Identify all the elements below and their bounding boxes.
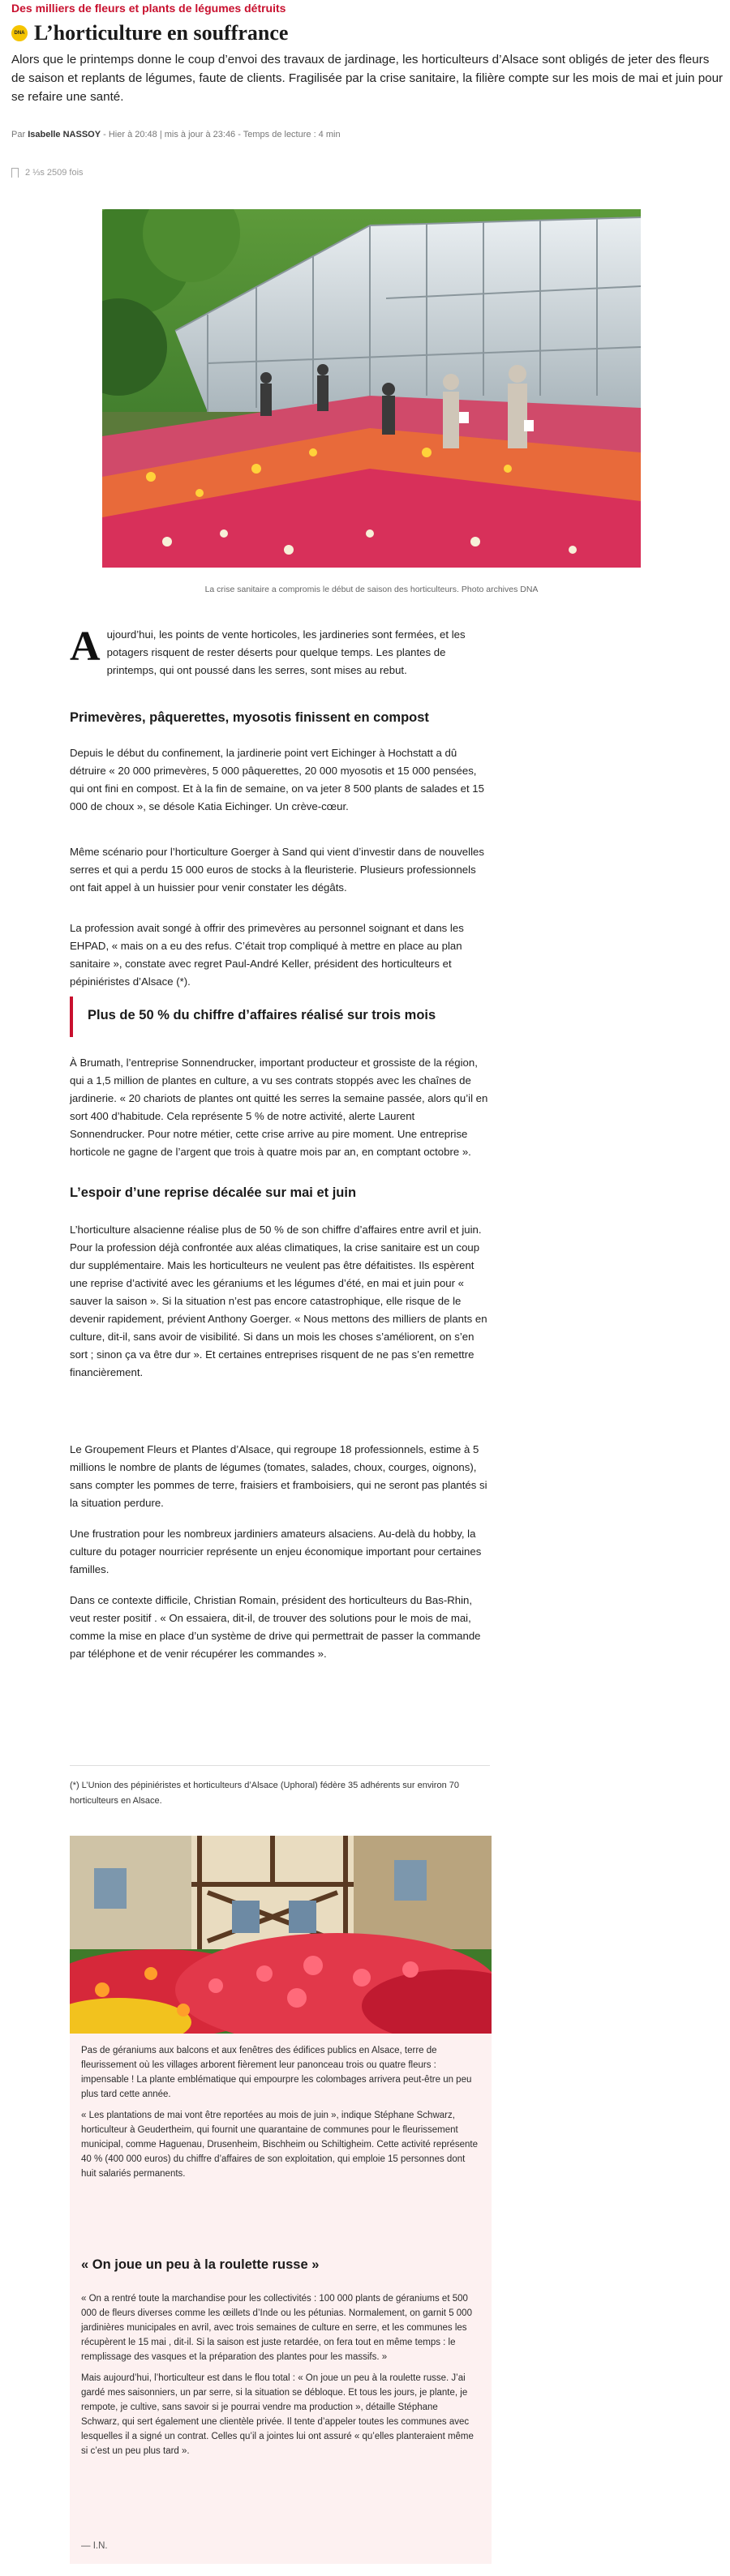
sidebar-paragraph-3: « On a rentré toute la marchandise pour les collectivités : 100 000 plants de géraniums et 500 000 de fleurs diverses comme les œillets d’Inde ou les pétunias. Normalement, on garnit 5 000 jardinières municipales en avril, avec trois semaines de culture en serre, et les communes les récupèrent le 15 mai , dit-il. Si la saison est juste retardée, on fera tout en même temps : le remplissage des vasques et la préparation des plantes pour les massifs. »: [81, 2294, 472, 2362]
paragraph-7: Une frustration pour les nombreux jardiniers amateurs alsaciens. Au-delà du hobby, la culture du potager nourricier représente un enjeu économique important pour certaines familles.: [70, 1528, 482, 1575]
pull-quote: [70, 997, 495, 1037]
paragraph-5: L’horticulture alsacienne réalise plus de 50 % de son chiffre d’affaires entre avril et juin. Pour la profession déjà confrontée aux aléas climatiques, la crise sanitaire est un coup dur supplémentaire. Mais les horticulteurs ne veulent pas être défaitistes. Ils espèrent une reprise d’activité avec les géraniums et les légumes d’été, en mai et juin pour « sauver la saison ». Si la situation n’est pas encore catastrophique, elle risque de le devenir rapidement, prévient Anthony Goerger. « Nous mettons des milliers de plants en culture, dit-il, sans avoir de visibilité. Si dans un mois les choses s’améliorent, on s’en sort ; sinon ça va être dur ». Et certaines entreprises risquent de ne pas s’en remettre financièrement.: [70, 1224, 487, 1378]
headline: [11, 21, 288, 45]
paragraph-2: Même scénario pour l’horticulture Goerger à Sand qui vient d’investir dans de nouvelles serres et qui a perdu 15 000 euros de stocks à la fleuristerie. Plusieurs professionnels ont fait appel à un huissier pour venir constater les dégâts.: [70, 846, 484, 894]
meta-prefix: Par: [11, 130, 26, 139]
paragraph-3: La profession avait songé à offrir des primevères au personnel soignant et dans les EHPAD, « mais on a eu des refus. C’était trop compliqué à mettre en place au plan sanitaire », constate avec regret Paul-André Keller, président des horticulteurs et pépiniéristes d’Alsace (*).: [70, 922, 464, 988]
geranium-village-photo: [70, 1836, 492, 2034]
article-kicker: Des milliers de fleurs et plants de légumes détruits: [11, 2, 286, 15]
photo-caption: La crise sanitaire a compromis le début de saison des horticulteurs. Photo archives DNA: [204, 585, 539, 594]
subheading-compost: Primevères, pâquerettes, myosotis finissent en compost: [70, 710, 429, 725]
meta-dates: - Hier à 20:48 | mis à jour à 23:46 - Temps de lecture : 4 min: [103, 130, 341, 139]
read-count-text: 2 ⅓s 2509 fois: [25, 168, 84, 178]
drop-cap: A: [70, 624, 101, 670]
greenhouse-photo-drawing: [102, 209, 641, 568]
read-count: [11, 168, 84, 178]
footnote-divider: [70, 1765, 490, 1766]
pull-quote-text: Plus de 50 % du chiffre d’affaires réalisé sur trois mois: [88, 1008, 436, 1022]
paragraph-8: Dans ce contexte difficile, Christian Romain, président des horticulteurs du Bas-Rhin, veut rester positif . « On essaiera, dit-il, de trouver des solutions pour le mois de mai, comme la mise en place d’un système de drive qui permettrait de passer la commande par téléphone et de venir récupérer les commandes ».: [70, 1594, 481, 1660]
article-lede: Alors que le printemps donne le coup d’envoi des travaux de jardinage, les horticulteurs d’Alsace sont obligés de jeter des fleurs de saison et replants de légumes, faute de clients. Fragilisée par la crise sanitaire, la filière compte sur les mois de mai et juin pour se refaire une santé.: [11, 53, 724, 104]
intro-paragraph: [70, 626, 492, 679]
village-photo-drawing: [70, 1836, 492, 2034]
paragraph-6: Le Groupement Fleurs et Plantes d’Alsace, qui regroupe 18 professionnels, estime à 5 millions le nombre de plants de légumes (tomates, salades, choux, courges, oignons), sans compter les pommes de terre, fraisiers et framboisiers, qui ne seront pas plantés si la situation perdure.: [70, 1443, 487, 1509]
page-title: L’horticulture en souffrance: [34, 21, 289, 45]
bookmark-icon[interactable]: [11, 168, 19, 178]
article-meta: [11, 130, 341, 139]
sidebar-paragraph-1: Pas de géraniums aux balcons et aux fenêtres des édifices publics en Alsace, terre de fleurissement où les villages arborent fièrement leur panonceau trois ou quatre fleurs : impensable ! La plante emblématique qui empourpre les colombages arrivera peut-être un peu plus tard cette année.: [81, 2046, 472, 2099]
sidebar-paragraph-4: Mais aujourd’hui, l’horticulteur est dans le flou total : « On joue un peu à la roulette russe. J’ai gardé mes saisonniers, un par serre, si la situation se débloque. Et tous les jours, je plante, je rempote, je cultive, sans savoir si je pourrai vendre ma production », détaille Stéphane Schwarz, qui sert également une clientèle privée. Il tente d’appeler toutes les communes avec lesquelles il a signé un contrat. Celles qu’il a jointes lui ont assuré « qu’elles planteraient même si c’est un peu plus tard ».: [81, 2373, 474, 2456]
intro-text: ujourd’hui, les points de vente horticoles, les jardineries sont fermées, et les potagers risquent de rester déserts pour quelque temps. Les plantes de printemps, qui ont poussé dans les serres, sont mises au rebut.: [106, 628, 466, 676]
subheading-espoir: L’espoir d’une reprise décalée sur mai et juin: [70, 1185, 357, 1200]
sidebar-body: [81, 2291, 479, 2465]
footnote: (*) L’Union des pépiniéristes et horticulteurs d’Alsace (Uphoral) fédère 35 adhérents sur environ 70 horticulteurs en Alsace.: [70, 1781, 459, 1806]
sidebar-signature: — I.N.: [81, 2541, 108, 2551]
author-link[interactable]: Isabelle NASSOY: [28, 130, 101, 139]
sidebar-intro: [81, 2043, 479, 2188]
paragraph-1: Depuis le début du confinement, la jardinerie point vert Eichinger à Hochstatt a dû détruire « 20 000 primevères, 5 000 pâquerettes, 20 000 myosotis et 15 000 pensées, qui ont fini en compost. Et à la fin de semaine, on va jeter 8 500 plants de salades et 15 000 de choux », se désole Katia Eichinger. Un crève-cœur.: [70, 747, 484, 812]
dna-logo-badge: DNA: [11, 25, 28, 41]
greenhouse-photo: [102, 209, 641, 568]
sidebar-heading: « On joue un peu à la roulette russe »: [81, 2257, 320, 2272]
sidebar-paragraph-2: « Les plantations de mai vont être reportées au mois de juin », indique Stéphane Schwarz, horticulteur à Geudertheim, qui fournit une quarantaine de communes pour le fleurissement municipal, comme Haguenau, Drusenheim, Bischheim ou Schiltigheim. Cette activité représente 40 % (400 000 euros) du chiffre d’affaires de son exploitation, qui emploie 15 personnes dont huit salariés permanents.: [81, 2111, 478, 2179]
paragraph-4: À Brumath, l’entreprise Sonnendrucker, important producteur et grossiste de la région, qui a 1,5 million de plantes en culture, a vu ses contrats stoppés avec les chaînes de jardinerie. « 20 chariots de plantes ont quitté les serres la semaine passée, alors qu’il en sort 400 d’habitude. Cela représente 5 % de notre activité, alerte Laurent Sonnendrucker. Pour notre métier, cette crise arrive au pire moment. Une entreprise horticole ne gagne de l’argent que trois à quatre mois par an, en comptant octobre ».: [70, 1057, 488, 1158]
sidebar-box: [70, 2034, 492, 2564]
